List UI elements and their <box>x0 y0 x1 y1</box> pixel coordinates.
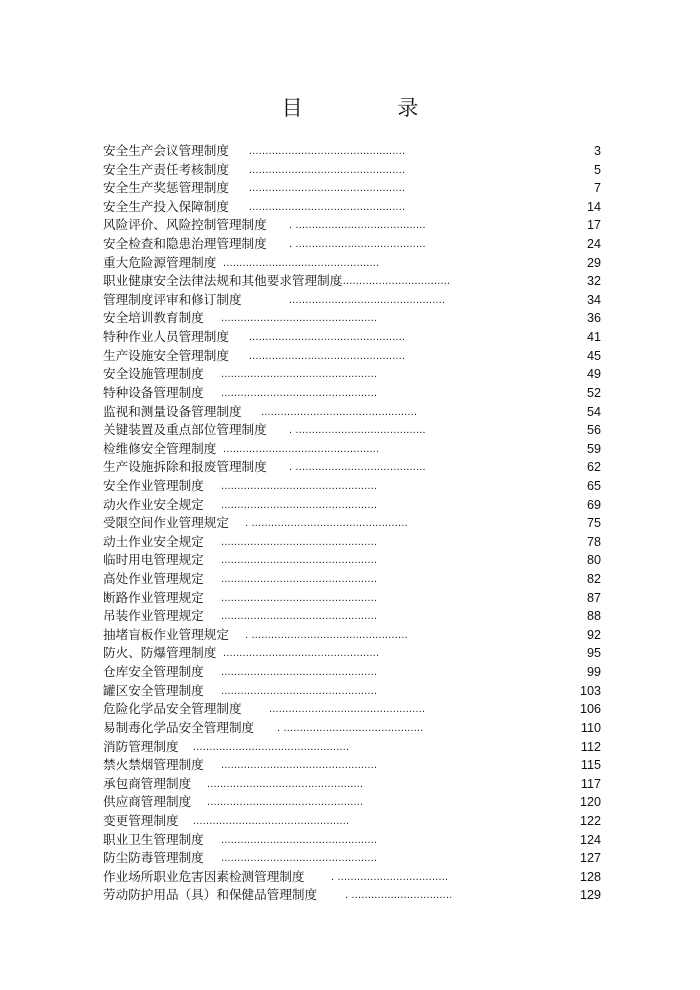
toc-title: 目 录 <box>281 96 463 120</box>
toc-entry[interactable] <box>103 663 601 682</box>
toc-dot-leader: ................................................ <box>221 386 378 399</box>
toc-page-number: 32 <box>586 274 601 289</box>
toc-page-number: 56 <box>586 423 601 438</box>
toc-dot-leader: ................................................ <box>249 182 406 195</box>
toc-entry-title: 动火作业安全规定 <box>103 496 204 512</box>
toc-entry[interactable] <box>103 403 601 422</box>
toc-entry-title: 特种设备管理制度 <box>103 384 204 400</box>
toc-dot-leader: ................................................ <box>221 759 378 772</box>
toc-dot-leader: ................................................ <box>261 405 418 418</box>
toc-page-number: 45 <box>586 348 601 363</box>
toc-dot-leader: . ........................................ <box>289 219 426 232</box>
toc-entry[interactable] <box>103 849 601 868</box>
toc-dot-leader: . .................................. <box>331 870 449 883</box>
toc-dot-leader: ................................................ <box>249 331 406 344</box>
toc-dot-leader: ................................................ <box>249 349 406 362</box>
toc-page-number: 82 <box>586 572 601 587</box>
toc-page-number: 29 <box>586 255 601 270</box>
toc-page-number: 54 <box>586 404 601 419</box>
toc-entry[interactable] <box>103 607 601 626</box>
toc-list <box>103 142 601 905</box>
toc-page-number: 69 <box>586 497 601 512</box>
toc-entry[interactable] <box>103 216 601 235</box>
toc-dot-leader: ................................................ <box>207 777 364 790</box>
toc-dot-leader: . ................................................ <box>245 517 408 530</box>
toc-dot-leader: ................................................ <box>221 498 378 511</box>
toc-entry[interactable] <box>103 477 601 496</box>
toc-page-number: 80 <box>586 553 601 568</box>
toc-entry-title: 监视和测量设备管理制度 <box>103 403 242 419</box>
toc-entry[interactable] <box>103 142 601 161</box>
toc-dot-leader: ................................................ <box>221 684 378 697</box>
toc-page-number: 52 <box>586 385 601 400</box>
toc-page-number: 3 <box>593 144 601 158</box>
toc-entry[interactable] <box>103 496 601 515</box>
toc-entry-title: 作业场所职业危害因素检测管理制度 <box>103 868 305 884</box>
toc-entry-title: 防火、防爆管理制度 <box>103 645 217 661</box>
toc-entry-title: 安全作业管理制度 <box>103 477 204 493</box>
toc-entry-title: 危险化学品安全管理制度 <box>103 701 242 717</box>
toc-page-number: 34 <box>586 292 601 307</box>
toc-entry[interactable] <box>103 458 601 477</box>
toc-page-number: 88 <box>586 609 601 624</box>
toc-page-number: 112 <box>580 739 601 754</box>
toc-entry[interactable] <box>103 812 601 831</box>
toc-entry-title: 承包商管理制度 <box>103 775 192 791</box>
toc-entry[interactable] <box>103 886 601 905</box>
toc-entry-title: 安全生产责任考核制度 <box>103 161 229 177</box>
toc-entry[interactable] <box>103 440 601 459</box>
toc-entry[interactable] <box>103 421 601 440</box>
toc-entry-title: 动土作业安全规定 <box>103 533 204 549</box>
toc-entry[interactable] <box>103 198 601 217</box>
toc-dot-leader: ................................................ <box>289 293 446 306</box>
toc-dot-leader: ................................................ <box>221 479 378 492</box>
toc-entry[interactable] <box>103 793 601 812</box>
toc-entry[interactable] <box>103 570 601 589</box>
toc-page-number: 17 <box>586 218 601 233</box>
toc-entry-title: 职业卫生管理制度 <box>103 831 204 847</box>
toc-page-number: 127 <box>579 851 601 866</box>
toc-page-number: 75 <box>586 516 601 531</box>
toc-dot-leader: .................................... <box>333 275 451 288</box>
toc-dot-leader: . ........................................... <box>277 721 424 734</box>
toc-dot-leader: ................................................ <box>221 535 378 548</box>
toc-dot-leader: ................................................ <box>221 833 378 846</box>
toc-page-number: 87 <box>586 590 601 605</box>
toc-page-number: 129 <box>579 888 601 903</box>
toc-page-number: 103 <box>579 683 601 698</box>
toc-dot-leader: ................................................ <box>207 796 364 809</box>
toc-entry[interactable] <box>103 756 601 775</box>
toc-dot-leader: . ........................................ <box>289 424 426 437</box>
toc-dot-leader: ................................................ <box>223 647 380 660</box>
toc-entry[interactable] <box>103 328 601 347</box>
toc-page-number: 115 <box>580 758 601 773</box>
toc-entry-title: 断路作业管理规定 <box>103 589 204 605</box>
toc-dot-leader: ................................................ <box>269 703 426 716</box>
toc-entry-title: 重大危险源管理制度 <box>103 254 217 270</box>
toc-dot-leader: . ........................................ <box>289 461 426 474</box>
toc-entry[interactable] <box>103 868 601 887</box>
toc-entry[interactable] <box>103 347 601 366</box>
toc-dot-leader: ................................................ <box>249 200 406 213</box>
toc-entry-title: 安全生产会议管理制度 <box>103 143 229 158</box>
toc-dot-leader: . ............................... <box>345 889 453 902</box>
toc-entry-title: 安全生产奖惩管理制度 <box>103 180 229 196</box>
toc-entry-title: 职业健康安全法律法规和其他要求管理制度 <box>103 273 343 289</box>
toc-dot-leader: ................................................ <box>221 368 378 381</box>
toc-entry-title: 风险评价、风险控制管理制度 <box>103 217 267 233</box>
toc-dot-leader: ................................................ <box>193 740 350 753</box>
toc-page-number: 124 <box>579 832 601 847</box>
toc-page-number: 78 <box>586 534 601 549</box>
toc-page-number: 36 <box>586 311 601 326</box>
toc-entry-title: 检维修安全管理制度 <box>103 440 217 456</box>
toc-entry-title: 变更管理制度 <box>103 812 179 828</box>
toc-page-number: 122 <box>579 813 601 828</box>
toc-page-number: 120 <box>579 795 601 810</box>
toc-entry[interactable] <box>103 738 601 757</box>
toc-page-number: 41 <box>586 330 601 345</box>
toc-page-number: 59 <box>586 441 601 456</box>
toc-page-number: 128 <box>579 869 601 884</box>
toc-entry-title: 安全培训教育制度 <box>103 310 204 326</box>
toc-dot-leader: ................................................ <box>221 610 378 623</box>
toc-entry[interactable] <box>103 254 601 273</box>
toc-entry[interactable] <box>103 291 601 310</box>
toc-dot-leader: ................................................ <box>249 145 406 157</box>
toc-entry-title: 高处作业管理规定 <box>103 571 204 587</box>
toc-entry-title: 生产设施安全管理制度 <box>103 347 229 363</box>
toc-dot-leader: ................................................ <box>223 256 380 269</box>
toc-entry-title: 吊装作业管理规定 <box>103 608 204 624</box>
toc-page-number: 110 <box>580 720 601 735</box>
toc-page-number: 62 <box>586 460 601 475</box>
toc-entry-title: 管理制度评审和修订制度 <box>103 291 242 307</box>
toc-entry-title: 供应商管理制度 <box>103 794 192 810</box>
toc-entry-title: 关键装置及重点部位管理制度 <box>103 422 267 438</box>
toc-page-number: 5 <box>593 162 601 177</box>
toc-entry-title: 仓库安全管理制度 <box>103 664 204 680</box>
toc-entry[interactable] <box>103 365 601 384</box>
toc-entry-title: 生产设施拆除和报废管理制度 <box>103 459 267 475</box>
toc-entry[interactable] <box>103 514 601 533</box>
toc-entry[interactable] <box>103 235 601 254</box>
toc-entry[interactable] <box>103 384 601 403</box>
toc-entry[interactable] <box>103 551 601 570</box>
toc-entry[interactable] <box>103 309 601 328</box>
toc-entry[interactable] <box>103 700 601 719</box>
toc-entry-title: 防尘防毒管理制度 <box>103 850 204 866</box>
toc-entry[interactable] <box>103 831 601 850</box>
toc-page-number: 14 <box>586 199 601 214</box>
toc-page-number: 65 <box>586 478 601 493</box>
toc-page-number: 95 <box>586 646 601 661</box>
toc-entry-title: 安全设施管理制度 <box>103 366 204 382</box>
toc-page-number: 117 <box>580 776 601 791</box>
toc-entry-title: 罐区安全管理制度 <box>103 682 204 698</box>
toc-entry[interactable] <box>103 179 601 198</box>
toc-dot-leader: ................................................ <box>221 554 378 567</box>
toc-entry-title: 临时用电管理规定 <box>103 552 204 568</box>
toc-entry[interactable] <box>103 161 601 180</box>
toc-dot-leader: ................................................ <box>221 666 378 679</box>
toc-page-number: 49 <box>586 367 601 382</box>
toc-entry-title: 消防管理制度 <box>103 738 179 754</box>
toc-entry-title: 安全检查和隐患治理管理制度 <box>103 236 267 252</box>
toc-dot-leader: ................................................ <box>193 814 350 827</box>
toc-page-number: 7 <box>593 181 601 196</box>
toc-entry-title: 易制毒化学品安全管理制度 <box>103 719 255 735</box>
toc-entry[interactable] <box>103 533 601 552</box>
toc-dot-leader: ................................................ <box>221 573 378 586</box>
toc-dot-leader: . ........................................ <box>289 238 426 251</box>
toc-dot-leader: ................................................ <box>249 163 406 176</box>
toc-entry[interactable] <box>103 626 601 645</box>
toc-entry-title: 受限空间作业管理规定 <box>103 515 229 531</box>
toc-entry[interactable] <box>103 644 601 663</box>
toc-entry-title: 特种作业人员管理制度 <box>103 329 229 345</box>
toc-entry[interactable] <box>103 719 601 738</box>
toc-entry-title: 禁火禁烟管理制度 <box>103 757 204 773</box>
toc-page-number: 99 <box>586 665 601 680</box>
toc-dot-leader: ................................................ <box>221 852 378 865</box>
toc-entry[interactable] <box>103 272 601 291</box>
toc-page-number: 92 <box>586 627 601 642</box>
toc-entry[interactable] <box>103 682 601 701</box>
toc-dot-leader: . ................................................ <box>245 628 408 641</box>
toc-entry-title: 安全生产投入保障制度 <box>103 198 229 214</box>
toc-entry[interactable] <box>103 775 601 794</box>
toc-dot-leader: ................................................ <box>223 442 380 455</box>
toc-entry-title: 抽堵盲板作业管理规定 <box>103 626 229 642</box>
toc-dot-leader: ................................................ <box>221 591 378 604</box>
toc-page-number: 106 <box>579 702 601 717</box>
toc-entry-title: 劳动防护用品（具）和保健品管理制度 <box>103 887 318 903</box>
toc-page-number: 24 <box>586 237 601 252</box>
toc-entry[interactable] <box>103 589 601 608</box>
toc-dot-leader: ................................................ <box>221 312 378 325</box>
